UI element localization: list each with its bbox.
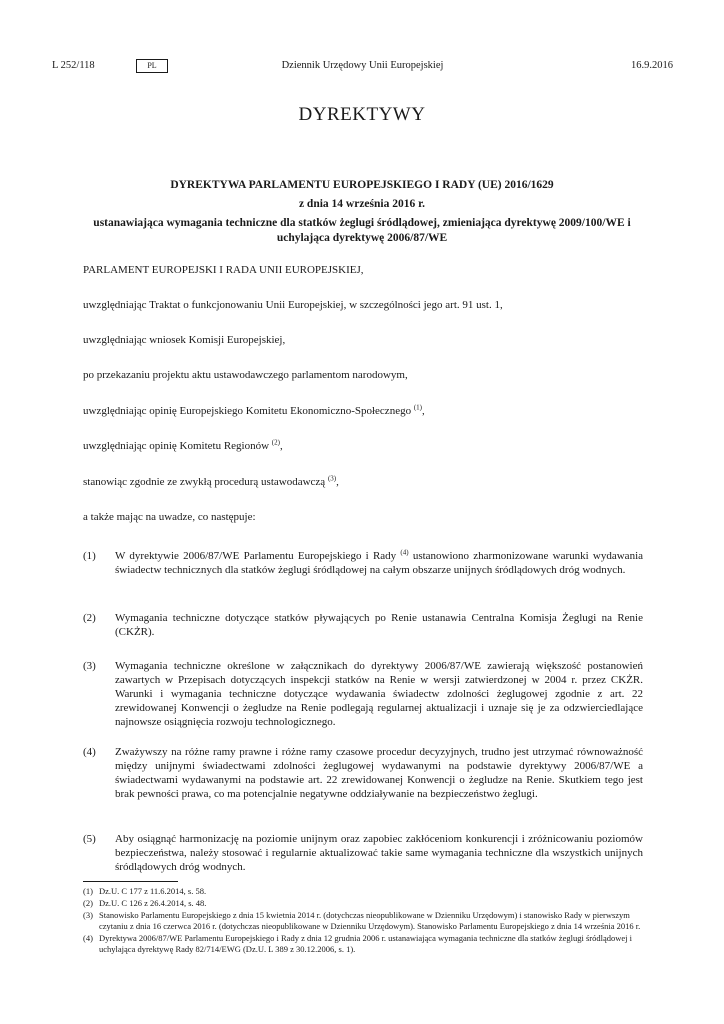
point-text: Aby osiągnąć harmonizację na poziomie unijnym oraz zapobiec zakłóceniom konkurencji i zróżnicowaniu poziomów bezpieczeństwa, należy stosować i regularnie aktualizować takie same wymagania techniczne dla wszystkich unijnych śródlądowych dróg wodnych. <box>115 833 643 873</box>
point-4 <box>83 745 643 801</box>
point-number: (4) <box>83 746 96 758</box>
recital-eesc: uwzględniając opinię Europejskiego Komitetu Ekonomiczno-Społecznego $^{(1)}$, <box>83 403 425 417</box>
point-text: Wymagania techniczne określone w załącznikach do dyrektywy 2006/87/WE zawierają większość postanowień zawartych w Przepisach dotyczących inspekcji statków na Renie w wersji zatwierdzonej w 2004 r. przez CKŻR. Warunki i wymagania techniczne dotyczące wydawania świadectw zdolności żeglugowej zgodnie z art. 22 zrewidowanej Konwencji o żegludze na Renie podlegają regularnej aktualizacji i uznaje się je za odzwierciedlające najnowsze osiągnięcia rozwoju technologicznego. <box>115 660 643 728</box>
title-line-subject: ustanawiająca wymagania techniczne dla statków żeglugi śródlądowej, zmieniająca dyrektywę 2009/100/WE i uchylająca dyrektywę 2006/87/WE <box>93 217 631 244</box>
recital-regions: uwzględniając opinię Komitetu Regionów $^{(2)}$, <box>83 438 283 452</box>
point-text: W dyrektywie 2006/87/WE Parlamentu Europejskiego i Rady $^{(4)}$ ustanowiono zharmonizowane warunki wydawania świadectw technicznych dla statków żeglugi śródlądowej na całym obszarze unijnych śródlądowych dróg wodnych. <box>115 548 644 576</box>
journal-reference: L 252/118 <box>52 60 95 71</box>
footnote-ref[interactable]: (1) <box>413 403 422 412</box>
recital-commission: uwzględniając wniosek Komisji Europejskiej, <box>83 334 286 346</box>
point-text: Zważywszy na różne ramy prawne i różne ramy czasowe procedur decyzyjnych, trudno jest utrzymać równoważność między unijnymi świadectwami zdolności żeglugowej wydawanymi na podstawie dyrektywy 2006/87/WE a świadectwami wydawanymi na podstawie art. 22 zrewidowanej Konwencji o żegludze na Renie. Skutkiem tego jest brak pewności prawa, co ma potencjalnie negatywne oddziaływanie na bezpieczeństwo żeglugi. <box>115 746 643 800</box>
point-5 <box>83 832 643 874</box>
title-line-directive: DYREKTYWA PARLAMENTU EUROPEJSKIEGO I RADY (UE) 2016/1629 <box>170 179 554 191</box>
point-number: (2) <box>83 612 96 624</box>
title-line-date: z dnia 14 września 2016 r. <box>298 198 426 210</box>
footnote-2: (2) Dz.U. C 126 z 26.4.2014, s. 48. <box>83 898 207 908</box>
footnote-4: (4) Dyrektywa 2006/87/WE Parlamentu Europejskiego i Rady z dnia 12 grudnia 2006 r. ustanawiająca wymagania techniczne dla statków żeglugi śródlądowej i uchylająca dyrektywę Rady 82/714/EWG (Dz.U. L 389 z 30.12.2006, s. 1). <box>83 933 632 954</box>
recital-parties: PARLAMENT EUROPEJSKI I RADA UNII EUROPEJSKIEJ, <box>83 264 364 276</box>
footnote-1: (1) Dz.U. C 177 z 11.6.2014, s. 58. <box>83 886 207 896</box>
footnote-ref[interactable]: (4) <box>400 548 409 557</box>
document-title <box>80 178 644 250</box>
point-2 <box>83 611 643 639</box>
footnote-ref[interactable]: (2) <box>271 438 280 447</box>
point-1 <box>83 549 643 577</box>
recital-procedure: stanowiąc zgodnie ze zwykłą procedurą ustawodawczą $^{(3)}$, <box>83 474 339 488</box>
point-number: (5) <box>83 833 96 845</box>
point-number: (3) <box>83 660 96 672</box>
recital-whereas: a także mając na uwadze, co następuje: <box>83 511 256 523</box>
footnotes <box>83 886 643 956</box>
footnote-ref[interactable]: (3) <box>327 474 337 483</box>
footnote-divider <box>83 881 178 882</box>
journal-name: Dziennik Urzędowy Unii Europejskiej <box>281 60 444 71</box>
journal-header <box>52 58 673 74</box>
publication-date: 16.9.2016 <box>631 60 673 71</box>
point-3 <box>83 659 643 729</box>
footnote-3: (3) Stanowisko Parlamentu Europejskiego z dnia 15 kwietnia 2014 r. (dotychczas nieopublikowane w Dzienniku Urzędowym) i stanowisko Rady w pierwszym czytaniu z dnia 16 czerwca 2016 r. (dotychczas nieopublikowane w Dzienniku Urzędowym). Stanowisko Parlamentu Europejskiego z dnia 14 września 2016 r. <box>83 910 641 931</box>
recital-national-parliaments: po przekazaniu projektu aktu ustawodawczego parlamentom narodowym, <box>83 369 408 381</box>
point-text: Wymagania techniczne dotyczące statków pływających po Renie ustanawia Centralna Komisja Żeglugi na Renie (CKŻR). <box>115 612 643 638</box>
point-number: (1) <box>83 550 96 562</box>
section-title: DYREKTYWY <box>298 104 426 125</box>
language-badge: PL <box>136 59 168 73</box>
recital-treaty: uwzględniając Traktat o funkcjonowaniu Unii Europejskiej, w szczególności jego art. 91 ust. 1, <box>83 299 503 311</box>
